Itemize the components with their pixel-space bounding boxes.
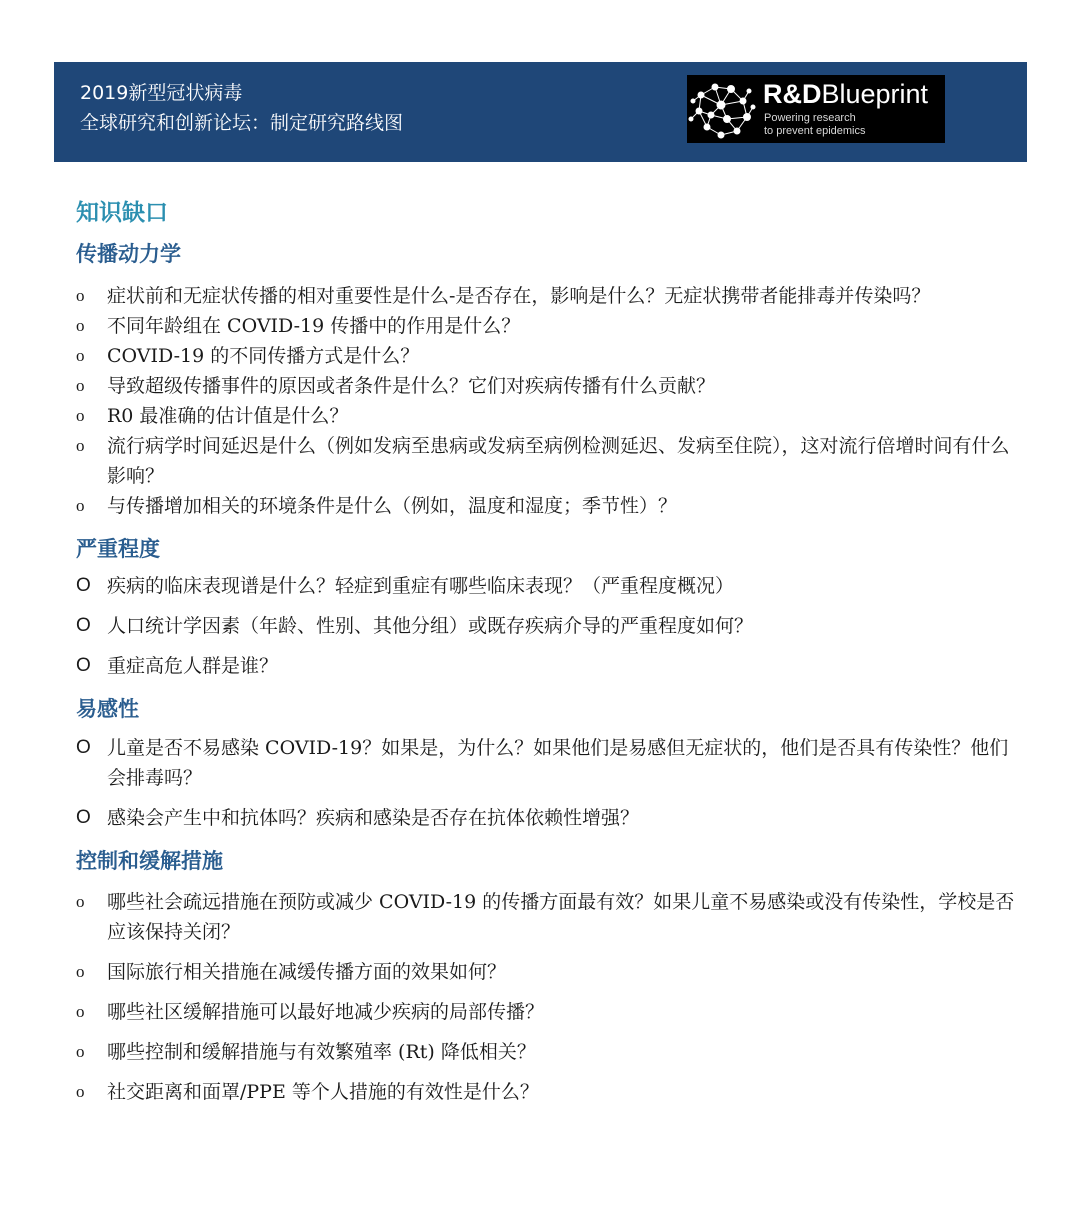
section-heading: 控制和缓解措施 — [76, 849, 223, 873]
item-text: 儿童是否不易感染 COVID-19？如果是，为什么？如果他们是易感但无症状的，他们是否具有传染性？他们会排毒吗？ — [107, 737, 1009, 789]
list-item — [76, 611, 1016, 641]
bullet: O — [76, 737, 91, 758]
header-line-1: 2019新型冠状病毒 — [80, 82, 243, 104]
item-text: 不同年龄组在 COVID-19 传播中的作用是什么？ — [107, 315, 521, 337]
document-header — [54, 62, 1027, 162]
list-item — [76, 1037, 1016, 1067]
bullet: o — [76, 376, 85, 395]
list-item — [76, 803, 1016, 833]
list-item — [76, 341, 1016, 371]
item-text: R0 最准确的估计值是什么？ — [107, 405, 349, 427]
list-item — [76, 571, 1016, 601]
section-severity — [76, 535, 1016, 681]
bullet: O — [76, 655, 91, 676]
bullet: o — [76, 286, 85, 305]
logo-title-light: Blueprint — [821, 79, 929, 109]
section-susceptibility — [76, 695, 1016, 833]
header-text — [80, 78, 403, 138]
item-text: 感染会产生中和抗体吗？疾病和感染是否存在抗体依赖性增强？ — [107, 807, 640, 829]
item-text: 哪些控制和缓解措施与有效繁殖率 (Rt) 降低相关？ — [107, 1041, 536, 1063]
section-heading: 严重程度 — [76, 537, 160, 561]
bullet: o — [76, 962, 85, 981]
section-heading: 传播动力学 — [76, 242, 181, 266]
list-item — [76, 491, 1016, 521]
network-globe-icon — [687, 75, 759, 143]
item-text: COVID-19 的不同传播方式是什么？ — [107, 345, 420, 367]
logo-sub-line-2: to prevent epidemics — [764, 125, 866, 137]
bullet: o — [76, 316, 85, 335]
section-heading: 易感性 — [76, 697, 139, 721]
bullet: O — [76, 807, 91, 828]
bullet: o — [76, 1002, 85, 1021]
item-text: 疾病的临床表现谱是什么？轻症到重症有哪些临床表现？（严重程度概况） — [107, 575, 735, 597]
item-text: 与传播增加相关的环境条件是什么（例如，温度和湿度；季节性）？ — [107, 495, 678, 517]
item-list — [76, 887, 1016, 1107]
logo-title — [763, 79, 928, 110]
bullet: o — [76, 346, 85, 365]
item-text: 症状前和无症状传播的相对重要性是什么-是否存在，影响是什么？无症状携带者能排毒并传染吗？ — [107, 285, 931, 307]
list-item — [76, 311, 1016, 341]
bullet: o — [76, 496, 85, 515]
bullet: o — [76, 1042, 85, 1061]
list-item — [76, 887, 1016, 947]
section-transmission — [76, 240, 1016, 521]
bullet: o — [76, 436, 85, 455]
logo-subtitle — [764, 112, 866, 138]
document-body — [76, 198, 1016, 1107]
list-item — [76, 651, 1016, 681]
header-line-2: 全球研究和创新论坛：制定研究路线图 — [80, 112, 404, 134]
bullet: o — [76, 892, 85, 911]
item-text: 重症高危人群是谁？ — [107, 655, 279, 677]
item-text: 哪些社区缓解措施可以最好地减少疾病的局部传播？ — [107, 1001, 545, 1023]
list-item — [76, 957, 1016, 987]
list-item — [76, 431, 1016, 491]
item-text: 哪些社会疏远措施在预防或减少 COVID-19 的传播方面最有效？如果儿童不易感染或没有传染性，学校是否应该保持关闭？ — [107, 891, 1015, 943]
bullet: O — [76, 615, 91, 636]
item-list — [76, 733, 1016, 833]
item-text: 社交距离和面罩/PPE 等个人措施的有效性是什么？ — [107, 1081, 539, 1103]
item-text: 导致超级传播事件的原因或者条件是什么？它们对疾病传播有什么贡献？ — [107, 375, 716, 397]
item-text: 流行病学时间延迟是什么（例如发病至患病或发病至病例检测延迟、发病至住院），这对流行倍增时间有什么影响？ — [107, 435, 1010, 487]
section-control — [76, 847, 1016, 1107]
logo-title-bold: R&D — [763, 79, 822, 109]
list-item — [76, 281, 1016, 311]
item-text: 人口统计学因素（年龄、性别、其他分组）或既存疾病介导的严重程度如何？ — [107, 615, 754, 637]
page-title: 知识缺口 — [76, 200, 168, 226]
list-item — [76, 997, 1016, 1027]
list-item — [76, 733, 1016, 793]
bullet: o — [76, 406, 85, 425]
item-text: 国际旅行相关措施在减缓传播方面的效果如何？ — [107, 961, 507, 983]
bullet: O — [76, 575, 91, 596]
logo-sub-line-1: Powering research — [764, 112, 856, 124]
rd-blueprint-logo — [687, 75, 945, 143]
list-item — [76, 1077, 1016, 1107]
list-item — [76, 401, 1016, 431]
item-list — [76, 571, 1016, 681]
item-list — [76, 281, 1016, 521]
bullet: o — [76, 1082, 85, 1101]
list-item — [76, 371, 1016, 401]
